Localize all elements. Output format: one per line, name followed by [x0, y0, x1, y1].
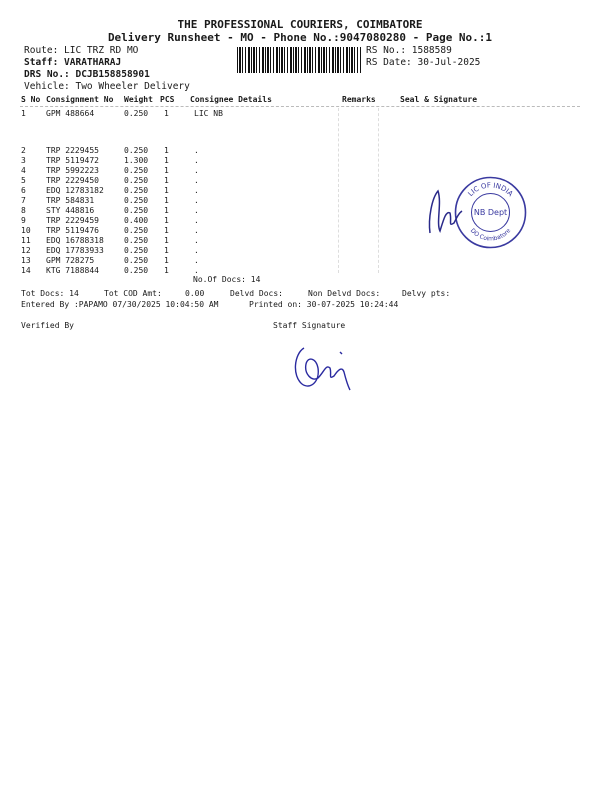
col-consignee: Consignee Details	[190, 95, 272, 104]
cell-pcs: 1	[164, 146, 169, 155]
table-row	[0, 156, 600, 166]
cell-pcs: 1	[164, 156, 169, 165]
cell-weight: 0.250	[124, 256, 149, 265]
cell-consignment: TRP 2229450	[46, 176, 99, 185]
cell-sno: 10	[21, 226, 31, 235]
cell-weight: 0.250	[124, 226, 149, 235]
cell-weight: 0.250	[124, 236, 149, 245]
col-weight: Weight	[124, 95, 153, 104]
cell-sno: 12	[21, 246, 31, 255]
cell-consignment: TRP 5992223	[46, 166, 99, 175]
cell-pcs: 1	[164, 176, 169, 185]
table-row	[0, 256, 600, 266]
cell-consignment: TRP 5119472	[46, 156, 99, 165]
verified-by: Verified By	[21, 321, 74, 330]
cell-weight: 0.250	[124, 206, 149, 215]
cell-consignee: .	[194, 266, 199, 275]
cell-sno: 3	[21, 156, 26, 165]
table-row	[0, 146, 600, 156]
receiver-signature	[424, 183, 464, 238]
cell-sno: 4	[21, 166, 26, 175]
runsheet-subtitle: Delivery Runsheet - MO - Phone No.:9047080280 - Page No.:1	[107, 31, 493, 44]
cell-consignment: KTG 7188844	[46, 266, 99, 275]
tot-cod-label: Tot COD Amt:	[104, 289, 162, 298]
delvd-docs: Delvd Docs:	[230, 289, 283, 298]
cell-sno: 14	[21, 266, 31, 275]
drs-number: DRS No.: DCJB158858901	[24, 69, 150, 80]
cell-sno: 5	[21, 176, 26, 185]
cell-pcs: 1	[164, 206, 169, 215]
col-seal: Seal & Signature	[400, 95, 478, 104]
col-remarks: Remarks	[342, 95, 376, 104]
cell-consignee: .	[194, 196, 199, 205]
rs-date: RS Date: 30-Jul-2025	[366, 57, 481, 68]
cell-weight: 0.250	[124, 186, 149, 195]
cell-consignee: .	[194, 246, 199, 255]
cell-consignee: .	[194, 146, 199, 155]
cell-sno: 2	[21, 146, 26, 155]
cell-pcs: 1	[164, 256, 169, 265]
cell-pcs: 1	[164, 166, 169, 175]
cell-sno: 11	[21, 236, 31, 245]
vehicle-label: Vehicle: Two Wheeler Delivery	[24, 81, 190, 92]
cell-consignment: TRP 5119476	[46, 226, 99, 235]
cell-consignee: .	[194, 156, 199, 165]
cell-consignee: .	[194, 256, 199, 265]
staff-signature	[290, 338, 360, 393]
cell-pcs: 1	[164, 186, 169, 195]
cell-consignment: EDQ 16788318	[46, 236, 104, 245]
cell-weight: 0.250	[124, 109, 149, 118]
cell-weight: 0.400	[124, 216, 149, 225]
cell-consignee: LIC NB	[194, 109, 223, 118]
cell-consignee: .	[194, 166, 199, 175]
cell-consignee: .	[194, 236, 199, 245]
cell-consignee: .	[194, 216, 199, 225]
cell-consignment: GPM 488664	[46, 109, 95, 118]
drs-barcode	[237, 47, 361, 73]
cell-weight: 0.250	[124, 246, 149, 255]
rs-number: RS No.: 1588589	[366, 45, 452, 56]
col-pcs: PCS	[160, 95, 175, 104]
cell-pcs: 1	[164, 266, 169, 275]
cell-consignee: .	[194, 226, 199, 235]
cell-pcs: 1	[164, 236, 169, 245]
route-label: Route: LIC TRZ RD MO	[24, 45, 139, 56]
table-row	[0, 109, 600, 119]
cell-consignee: .	[194, 186, 199, 195]
cell-sno: 8	[21, 206, 26, 215]
cell-sno: 7	[21, 196, 26, 205]
cell-consignment: GPM 728275	[46, 256, 95, 265]
stamp-top-text: LIC OF INDIA	[466, 181, 515, 199]
stamp-middle-text: NB Dept	[473, 208, 508, 217]
cell-consignee: .	[194, 206, 199, 215]
cell-pcs: 1	[164, 109, 169, 118]
col-sno: S No	[21, 95, 41, 104]
tot-docs: Tot Docs: 14	[21, 289, 79, 298]
cell-consignment: EDQ 12783182	[46, 186, 104, 195]
office-stamp	[453, 175, 528, 250]
cell-sno: 6	[21, 186, 26, 195]
cell-weight: 0.250	[124, 176, 149, 185]
stamp-bottom-text: DO Coimbatore	[468, 227, 513, 243]
no-of-docs: No.Of Docs: 14	[193, 275, 261, 284]
table-header	[0, 95, 600, 105]
delvy-pts: Delvy pts:	[402, 289, 451, 298]
cell-consignment: EDQ 17783933	[46, 246, 104, 255]
col-consignment: Consignment No	[46, 95, 114, 104]
cell-consignment: TRP 584831	[46, 196, 95, 205]
header-divider	[20, 106, 580, 107]
cell-consignment: TRP 2229455	[46, 146, 99, 155]
cell-weight: 0.250	[124, 266, 149, 275]
cell-sno: 1	[21, 109, 26, 118]
cell-sno: 9	[21, 216, 26, 225]
staff-signature-label: Staff Signature	[273, 321, 346, 330]
cell-weight: 0.250	[124, 146, 149, 155]
cell-pcs: 1	[164, 196, 169, 205]
printed-on: Printed on: 30-07-2025 10:24:44	[249, 300, 399, 309]
company-title: THE PROFESSIONAL COURIERS, COIMBATORE	[177, 18, 423, 31]
cell-weight: 1.300	[124, 156, 149, 165]
tot-cod-value: 0.00	[185, 289, 205, 298]
cell-sno: 13	[21, 256, 31, 265]
staff-label: Staff: VARATHARAJ	[24, 57, 122, 68]
cell-consignee: .	[194, 176, 199, 185]
cell-pcs: 1	[164, 216, 169, 225]
cell-pcs: 1	[164, 246, 169, 255]
entered-by: Entered By :PAPAMO 07/30/2025 10:04:50 AM	[21, 300, 219, 309]
cell-consignment: TRP 2229459	[46, 216, 99, 225]
cell-consignment: STY 448816	[46, 206, 95, 215]
non-delvd-docs: Non Delvd Docs:	[308, 289, 381, 298]
cell-weight: 0.250	[124, 196, 149, 205]
cell-pcs: 1	[164, 226, 169, 235]
table-row	[0, 266, 600, 276]
cell-weight: 0.250	[124, 166, 149, 175]
